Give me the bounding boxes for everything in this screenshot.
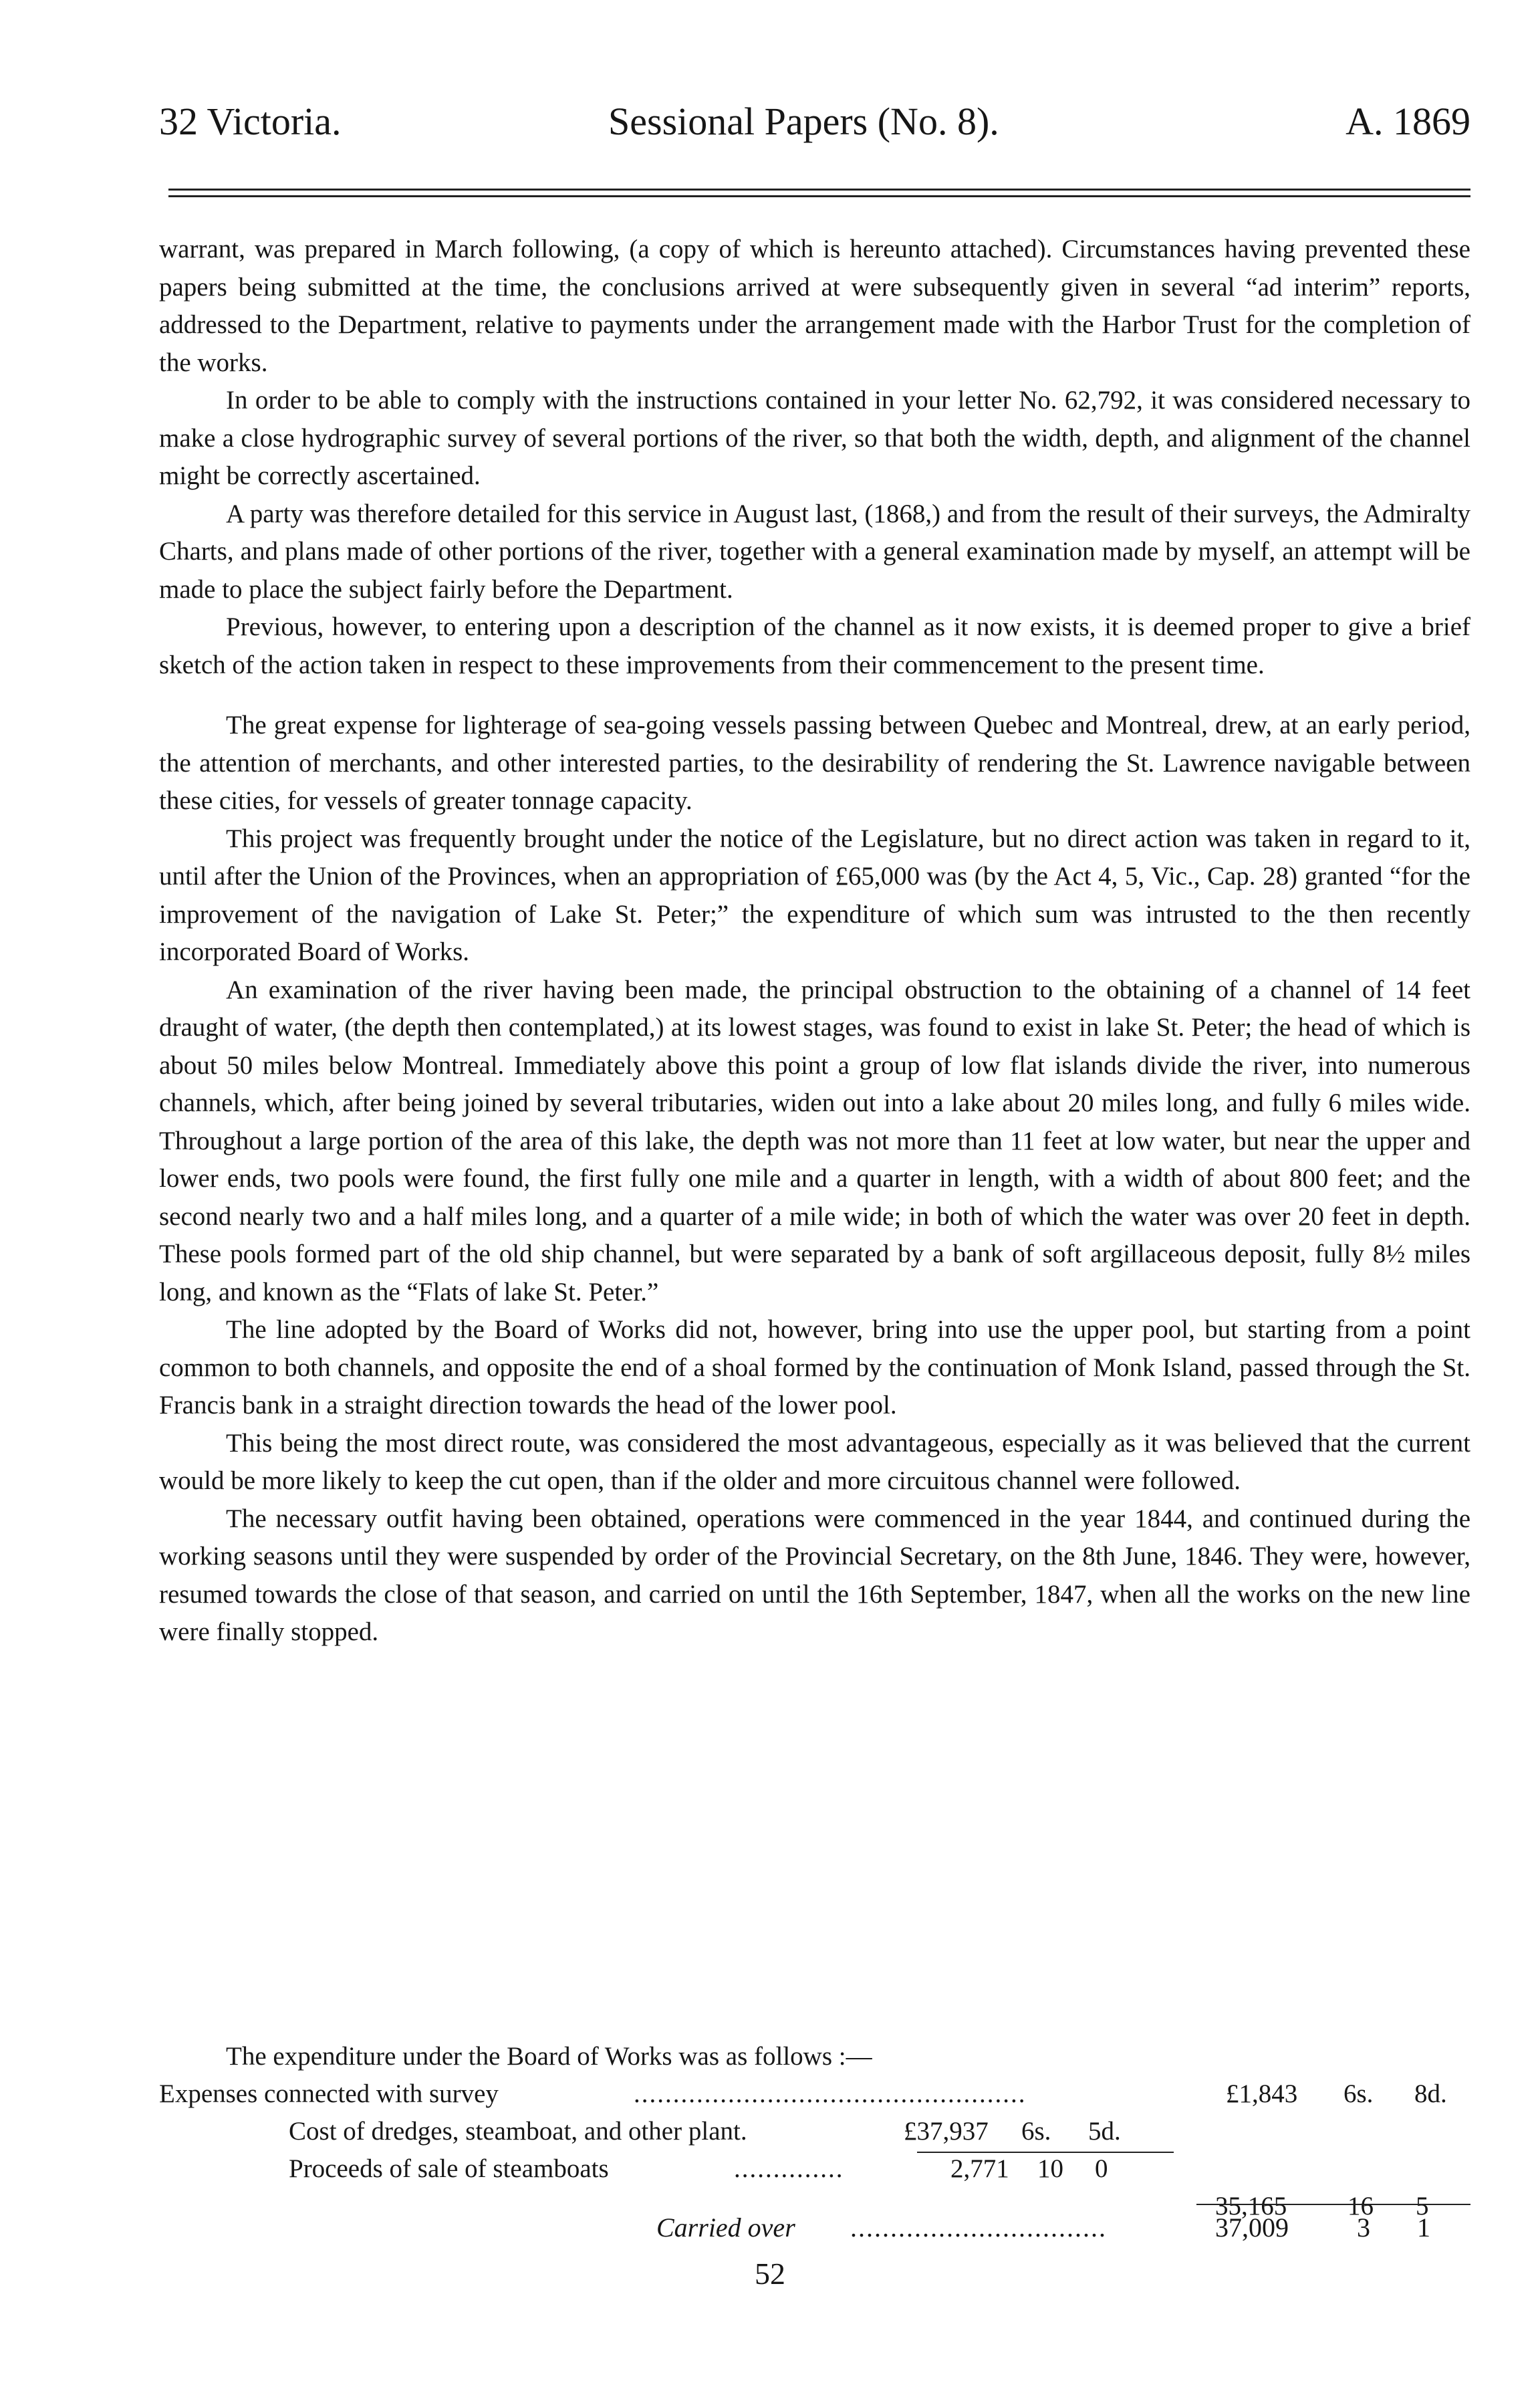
paragraph: In order to be able to comply with the instructions contained in your letter No. 62,792, it was considered necessary to make a close hydrographic survey of several portions of the river, so that both the width, depth, and alignment of the channel might be correctly ascertained. xyxy=(159,386,1470,490)
subtotal-shillings: 16 xyxy=(1348,2192,1374,2220)
row-pence: 8d. xyxy=(1414,2079,1447,2108)
subtotal-pence: 5 xyxy=(1416,2192,1429,2220)
paragraph: The line adopted by the Board of Works did not, however, bring into use the upper pool, but starting from a point common to both channels, and opposite the end of a shoal formed by the continuation of Monk Island, passed through the St. Francis bank in a straight direction towards the head of the lower pool. xyxy=(159,1315,1470,1419)
subtotal-pounds: 35,165 xyxy=(1215,2192,1287,2220)
header-year: A. 1869 xyxy=(1345,100,1470,143)
carried-shillings: 3 xyxy=(1357,2212,1370,2243)
paragraph: Previous, however, to entering upon a description of the channel as it now exists, it is deemed proper to give a brief sketch of the action taken in respect to these improvements from their commencement to the present time. xyxy=(159,612,1470,679)
paragraph: A party was therefore detailed for this service in August last, (1868,) and from the result of their surveys, the Admiralty Charts, and plans made of other portions of the river, together with a general examination made by myself, an attempt will be made to place the subject fairly before the Department. xyxy=(159,499,1470,604)
row-label: Proceeds of sale of steamboats xyxy=(289,2154,609,2183)
carried-pounds: 37,009 xyxy=(1215,2212,1289,2243)
paragraph: This project was frequently brought under the notice of the Legislature, but no direct action was taken in regard to it, until after the Union of the Provinces, when an appropriation of £65,000 was (by the Act 4, 5, Vic., Cap. 28) granted “for the improvement of the navigation of Lake St. Peter;” the expenditure of which sum was intrusted to the then recently incorporated Board of Works. xyxy=(159,824,1470,966)
expenditure-intro-row xyxy=(159,2038,1470,2075)
row-pounds: £1,843 xyxy=(1226,2079,1298,2108)
row-shillings: 6s. xyxy=(1021,2117,1051,2146)
row-pounds: £37,937 xyxy=(904,2117,989,2146)
running-header xyxy=(159,99,1470,152)
row-pence: 5d. xyxy=(1088,2117,1121,2146)
table-row xyxy=(159,2113,1470,2150)
table-row xyxy=(159,2150,1470,2188)
row-pounds: 2,771 xyxy=(950,2154,1009,2183)
row-shillings: 6s. xyxy=(1343,2079,1374,2108)
row-shillings: 10 xyxy=(1037,2154,1063,2183)
table-row xyxy=(159,2075,1470,2113)
dot-leader: ................................ xyxy=(850,2212,1107,2243)
expenditure-intro: The expenditure under the Board of Works was as follows :— xyxy=(226,2042,872,2071)
row-pence: 0 xyxy=(1095,2154,1108,2183)
header-title: Sessional Papers (No. 8). xyxy=(608,100,999,143)
paragraph: This being the most direct route, was considered the most advantageous, especially as it was believed that the current would be more likely to keep the cut open, than if the older and more circuitous channel were followed. xyxy=(159,1428,1470,1495)
row-label: Expenses connected with survey xyxy=(159,2079,499,2108)
total-rule xyxy=(1196,2204,1470,2205)
page-number: 52 xyxy=(755,2257,785,2291)
header-volume: 32 Victoria. xyxy=(159,100,342,143)
paragraph: warrant, was prepared in March following, (a copy of which is hereunto attached). Circumstances having prevented these papers being submitted at the time, the conclusions arrived at were subsequently given in several “ad interim” reports, addressed to the Department, relative to payments under the arrangement made with the Harbor Trust for the completion of the works. xyxy=(159,235,1470,377)
carried-over-row xyxy=(159,2212,1470,2249)
dot-leader: .............. xyxy=(734,2154,844,2183)
paragraph: The great expense for lighterage of sea-going vessels passing between Quebec and Montreal, drew, at an early period, the attention of merchants, and other interested parties, to the desirability of rendering the St. Lawrence navigable between these cities, for vessels of greater tonnage capacity. xyxy=(159,711,1470,815)
dot-leader: .................................................. xyxy=(634,2079,1027,2108)
carried-pence: 1 xyxy=(1417,2212,1430,2243)
row-label: Cost of dredges, steamboat, and other plant. xyxy=(289,2117,747,2146)
carried-over-label: Carried over xyxy=(656,2212,795,2243)
paragraph: The necessary outfit having been obtained, operations were commenced in the year 1844, and continued during the working seasons until they were suspended by order of the Provincial Secretary, on the 8th June, 1846. They were, however, resumed towards the close of that season, and carried on until the 16th September, 1847, when all the works on the new line were finally stopped. xyxy=(159,1504,1470,1646)
body-text xyxy=(159,231,1470,1651)
subtotal-rule xyxy=(917,2152,1174,2153)
header-rule-top xyxy=(168,189,1470,191)
header-rule-bottom xyxy=(168,195,1470,197)
expenditure-table xyxy=(159,2038,1470,2225)
paragraph: An examination of the river having been made, the principal obstruction to the obtaining of a channel of 14 feet draught of water, (the depth then contemplated,) at its lowest stages, was found to exist in lake St. Peter; the head of which is about 50 miles below Montreal. Immediately above this point a group of low flat islands divide the river, into numerous channels, which, after being joined by several tributaries, widen out into a lake about 20 miles long, and fully 6 miles wide. Throughout a large portion of the area of this lake, the depth was not more than 11 feet at low water, but near the upper and lower ends, two pools were found, the first fully one mile and a quarter in length, with a width of about 800 feet; and the second nearly two and a half miles long, and a quarter of a mile wide; in both of which the water was over 20 feet in depth. These pools formed part of the old ship channel, but were separated by a bank of soft argillaceous deposit, fully 8½ miles long, and known as the “Flats of lake St. Peter.” xyxy=(159,975,1470,1306)
